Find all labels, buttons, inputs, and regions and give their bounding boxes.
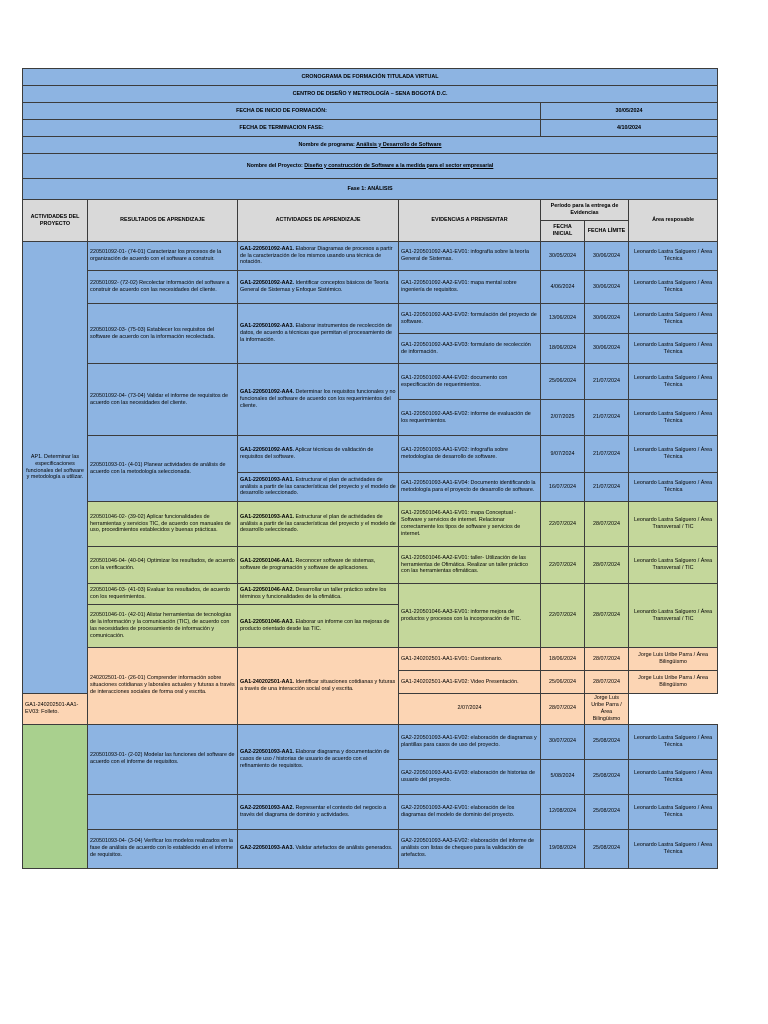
activity-cell xyxy=(238,829,399,868)
area-cell: Leonardo Lastra Salguero / Área Técnica xyxy=(629,304,718,334)
center-row xyxy=(23,86,718,103)
activity-text: Elaborar Diagramas de procesos a partir de la caracterización de los mismos usando una técnica de notación. xyxy=(240,245,393,266)
result-cell: 220501046-01- (42-01) Alistar herramientas de tecnologías de la información y la comunicación (TIC), de acuerdo con las necesidades de procesamiento de información y comunicación. xyxy=(88,605,238,648)
start-date-cell: 19/08/2024 xyxy=(541,829,585,868)
program-row xyxy=(23,137,718,154)
result-cell: 220501093-04- (3-04) Verificar los modelos realizados en la fase de análisis de acuerdo con lo establecido en el informe de requisitos. xyxy=(88,829,238,868)
area-cell: Leonardo Lastra Salguero / Área Técnica xyxy=(629,334,718,364)
activity-text: Elaborar instrumentos de recolección de datos, de acuerdo a técnicas que permitan el procesamiento de la información. xyxy=(240,323,392,343)
activity-code: GA1-220501046-AA3. xyxy=(240,619,294,626)
evidence-cell: GA2-220501093-AA2-EV01: elaboración de los diagramas del modelo de dominio del proyecto. xyxy=(399,794,541,829)
activity-text: Estructurar el plan de actividades de análisis a partir de las características del proyecto y el modelo de desarrollo seleccionado. xyxy=(240,513,396,534)
col-learning-activities: ACTIVIDADES DE APRENDIZAJE xyxy=(238,200,399,242)
column-header-row xyxy=(23,200,718,221)
table-row xyxy=(23,502,718,547)
end-date-cell: 25/08/2024 xyxy=(585,829,629,868)
project-name xyxy=(23,154,718,179)
evidence-cell: GA1-220501092-AA5-EV02: informe de evaluación de los requerimientos. xyxy=(399,400,541,436)
activity-cell xyxy=(238,724,399,794)
project-label: Nombre del Proyecto: xyxy=(246,162,305,169)
activity-text: Identificar conceptos básicos de Teoría General de Sistemas y Enfoque Sistémico. xyxy=(240,280,389,293)
start-date-cell: 13/06/2024 xyxy=(541,304,585,334)
start-date-cell: 30/07/2024 xyxy=(541,724,585,759)
activity-code: GA1-220501046-AA2. xyxy=(240,587,294,594)
evidence-cell: GA1-220501093-AA1-EV02: infografía sobre metodologías de desarrollo de software. xyxy=(399,436,541,473)
end-date-cell: 30/06/2024 xyxy=(585,304,629,334)
title-row xyxy=(23,69,718,86)
evidence-cell: GA1-240202501-AA1-EV02: Video Presentación. xyxy=(399,671,541,694)
start-date-cell: 18/06/2024 xyxy=(541,648,585,671)
area-cell: Leonardo Lastra Salguero / Área Transversal / TIC xyxy=(629,584,718,648)
activity-text: Validar artefactos de análisis generados. xyxy=(293,845,393,852)
activity-cell xyxy=(238,794,399,829)
end-date-cell: 25/08/2024 xyxy=(585,794,629,829)
project-row xyxy=(23,154,718,179)
col-end-date: FECHA LÍMITE xyxy=(585,221,629,242)
evidence-cell: GA2-220501093-AA1-EV02: elaboración de diagramas y plantillas para casos de uso del proyecto. xyxy=(399,724,541,759)
activity-text: Elaborar diagrama y documentación de casos de uso / historias de usuario de acuerdo con el refinamiento de requisitos. xyxy=(240,748,390,769)
area-cell: Leonardo Lastra Salguero / Área Técnica xyxy=(629,829,718,868)
result-cell: 240202501-01- (26-01) Comprender información sobre situaciones cotidianas y laborales actuales y futuras a través de interacciones sociales de forma oral y escrita. xyxy=(88,648,238,725)
evidence-cell: GA2-220501093-AA3-EV02: elaboración del informe de análisis con listas de chequeo para la validación de artefactos. xyxy=(399,829,541,868)
table-row xyxy=(23,436,718,473)
col-area: Área resposable xyxy=(629,200,718,242)
activity-code: GA1-240202501-AA1. xyxy=(240,678,294,685)
end-date-cell: 28/07/2024 xyxy=(585,502,629,547)
result-cell: 220501092-03- (75-03) Establecer los requisitos del software de acuerdo con la información recolectada. xyxy=(88,304,238,364)
result-cell xyxy=(88,794,238,829)
evidence-cell: GA1-220501092-AA4-EV02: documento con especificación de requerimientos. xyxy=(399,364,541,400)
start-date-cell: 18/06/2024 xyxy=(541,334,585,364)
end-date-cell: 30/06/2024 xyxy=(585,334,629,364)
program-value: Análisis y Desarrollo de Software xyxy=(356,141,442,148)
activity-text: Identificar situaciones cotidianas y futuras a través de una interacción social oral y escrita. xyxy=(240,678,396,692)
end-date-cell: 30/06/2024 xyxy=(585,242,629,271)
start-date-cell: 16/07/2024 xyxy=(541,473,585,502)
evidence-cell: GA1-220501046-AA1-EV01: mapa Conceptual - Software y servicios de internet. Relacionar correctamente los tipos de software y servicios de internet. xyxy=(399,502,541,547)
activity-text: Elaborar un informe con las mejoras de producto orientado desde las TIC. xyxy=(240,619,390,632)
table-row xyxy=(23,794,718,829)
col-period: Período para la entrega de Evidencias xyxy=(541,200,629,221)
activity-code: GA1-220501092-AA5. xyxy=(240,447,294,454)
activity-code: GA1-220501093-AA1. xyxy=(240,513,294,520)
evidence-cell: GA1-220501092-AA3-EV02: formulación del proyecto de software. xyxy=(399,304,541,334)
start-date-cell: 25/06/2024 xyxy=(541,671,585,694)
area-cell: Jorge Luis Uribe Parra / Área Bilingüismo xyxy=(629,648,718,671)
table-row xyxy=(23,648,718,671)
result-cell: 220501092-01- (74-01) Caracterizar los procesos de la organización de acuerdo con el software a construir. xyxy=(88,242,238,271)
activity-code: GA1-220501092-AA3. xyxy=(240,323,294,330)
evidence-cell: GA1-240202501-AA1-EV03: Folleto. xyxy=(23,694,88,725)
start-date-cell: 2/07/2024 xyxy=(399,694,541,725)
end-date-row xyxy=(23,120,718,137)
start-date-row xyxy=(23,103,718,120)
end-date-cell: 21/07/2024 xyxy=(585,473,629,502)
area-cell: Leonardo Lastra Salguero / Área Técnica xyxy=(629,473,718,502)
result-cell: 220501093-01- (2-02) Modelar las funciones del software de acuerdo con el informe de requisitos. xyxy=(88,724,238,794)
start-date-cell: 22/07/2024 xyxy=(541,547,585,584)
activity-text: Aplicar técnicas de validación de requisitos del software. xyxy=(240,447,374,460)
evidence-cell: GA2-220501093-AA1-EV03: elaboración de historias de usuario del proyecto. xyxy=(399,759,541,794)
evidence-cell: GA1-220501092-AA1-EV01: infografía sobre la teoría General de Sistemas. xyxy=(399,242,541,271)
table-row xyxy=(23,364,718,400)
area-cell: Leonardo Lastra Salguero / Área Técnica xyxy=(629,400,718,436)
activity-text: Representar el contexto del negocio a través del diagrama de dominio y actividades. xyxy=(240,804,387,818)
start-date-cell: 22/07/2024 xyxy=(541,502,585,547)
program-label: Nombre de programa: xyxy=(298,141,357,148)
evidence-cell: GA1-220501046-AA2-EV01: taller- Utilización de las herramientas de Ofimática. Realizar un taller práctico con las herramientas ofimáticas. xyxy=(399,547,541,584)
center-name: CENTRO DE DISEÑO Y METROLOGÍA – SENA BOGOTÁ D.C. xyxy=(23,86,718,103)
col-evidences: EVIDENCIAS A PRENSENTAR xyxy=(399,200,541,242)
evidence-cell: GA1-220501092-AA3-EV03: formulario de recolección de información. xyxy=(399,334,541,364)
table-row xyxy=(23,724,718,759)
table-row xyxy=(23,304,718,334)
phase-title: Fase 1: ANÁLISIS xyxy=(23,179,718,200)
end-date-cell: 28/07/2024 xyxy=(585,547,629,584)
activity-text: Estructurar el plan de actividades de análisis a partir de las características del proyecto y el modelo de desarrollo seleccionado. xyxy=(240,476,396,497)
col-activities-project: ACTIVIDADES DEL PROYECTO xyxy=(23,200,88,242)
area-cell: Jorge Luis Uribe Parra / Área Bilingüismo xyxy=(629,671,718,694)
end-date-label: FECHA DE TERMINACION FASE: xyxy=(23,120,541,137)
start-date-cell: 22/07/2024 xyxy=(541,584,585,648)
end-date-cell: 21/07/2024 xyxy=(585,400,629,436)
activity-cell xyxy=(238,271,399,304)
activity-cell xyxy=(238,436,399,473)
start-date-value: 30/05/2024 xyxy=(541,103,718,120)
page-title: CRONOGRAMA DE FORMACIÓN TITULADA VIRTUAL xyxy=(23,69,718,86)
start-date-label: FECHA DE INICIO DE FORMACIÓN: xyxy=(23,103,541,120)
activity-code: GA2-220501093-AA2. xyxy=(240,804,294,811)
col-start-date: FECHA INICIAL xyxy=(541,221,585,242)
start-date-cell: 25/06/2024 xyxy=(541,364,585,400)
table-row xyxy=(23,271,718,304)
result-cell: 220501092-04- (73-04) Validar el informe de requisitos de acuerdo con las necesidades del cliente. xyxy=(88,364,238,436)
evidence-cell: GA1-220501093-AA1-EV04: Documento identificando la metodología para el proyecto de desarrollo de software. xyxy=(399,473,541,502)
activity-cell xyxy=(238,502,399,547)
project-activity-ap2 xyxy=(23,724,88,868)
activity-code: GA2-220501093-AA1. xyxy=(240,748,294,755)
end-date-cell: 25/08/2024 xyxy=(585,759,629,794)
table-row xyxy=(23,547,718,584)
table-row xyxy=(23,584,718,605)
area-cell: Leonardo Lastra Salguero / Área Técnica xyxy=(629,364,718,400)
end-date-cell: 30/06/2024 xyxy=(585,271,629,304)
start-date-cell: 2/07/2025 xyxy=(541,400,585,436)
schedule-table xyxy=(22,68,718,869)
activity-cell xyxy=(238,364,399,436)
end-date-cell: 21/07/2024 xyxy=(585,436,629,473)
col-results: RESULTADOS DE APRENDIZAJE xyxy=(88,200,238,242)
table-row xyxy=(23,829,718,868)
evidence-cell: GA1-220501092-AA2-EV01: mapa mental sobre ingeniería de requisitos. xyxy=(399,271,541,304)
activity-code: GA2-220501093-AA3. xyxy=(240,845,294,852)
activity-cell xyxy=(238,584,399,605)
activity-cell xyxy=(238,547,399,584)
result-cell: 220501046-03- (41-03) Evaluar los resultados, de acuerdo con los requerimientos. xyxy=(88,584,238,605)
activity-cell xyxy=(238,605,399,648)
area-cell: Leonardo Lastra Salguero / Área Técnica xyxy=(629,759,718,794)
activity-cell xyxy=(238,648,399,725)
result-cell: 220501093-01- (4-01) Planear actividades de análisis de acuerdo con la metodología seleccionada. xyxy=(88,436,238,502)
activity-text: Reconocer software de sistemas, software de programación y software de aplicaciones. xyxy=(240,558,376,571)
activity-code: GA1-220501092-AA1. xyxy=(240,245,294,252)
end-date-cell: 28/07/2024 xyxy=(585,648,629,671)
activity-code: GA1-220501092-AA4. xyxy=(240,389,294,396)
area-cell: Leonardo Lastra Salguero / Área Transversal / TIC xyxy=(629,502,718,547)
start-date-cell: 5/08/2024 xyxy=(541,759,585,794)
result-cell: 220501092- (72-02) Recolectar información del software a construir de acuerdo con las necesidades del cliente. xyxy=(88,271,238,304)
evidence-cell: GA1-220501046-AA3-EV01: informe mejora de productos y procesos con la incorporación de TIC. xyxy=(399,584,541,648)
activity-code: GA1-220501093-AA1. xyxy=(240,476,294,483)
end-date-cell: 21/07/2024 xyxy=(585,364,629,400)
area-cell: Leonardo Lastra Salguero / Área Técnica xyxy=(629,271,718,304)
area-cell: Leonardo Lastra Salguero / Área Transversal / TIC xyxy=(629,547,718,584)
end-date-cell: 25/08/2024 xyxy=(585,724,629,759)
area-cell: Jorge Luis Uribe Parra / Área Bilingüismo xyxy=(585,694,629,725)
table-row xyxy=(23,242,718,271)
activity-text: Desarrollar un taller práctico sobre los términos y funcionalidades de la ofimática. xyxy=(240,587,387,600)
start-date-cell: 12/08/2024 xyxy=(541,794,585,829)
area-cell: Leonardo Lastra Salguero / Área Técnica xyxy=(629,436,718,473)
area-cell: Leonardo Lastra Salguero / Área Técnica xyxy=(629,242,718,271)
activity-cell xyxy=(238,242,399,271)
end-date-cell: 28/07/2024 xyxy=(585,671,629,694)
end-date-cell: 28/07/2024 xyxy=(541,694,585,725)
end-date-value: 4/10/2024 xyxy=(541,120,718,137)
evidence-cell: GA1-240202501-AA1-EV01: Cuestionario. xyxy=(399,648,541,671)
area-cell: Leonardo Lastra Salguero / Área Técnica xyxy=(629,724,718,759)
start-date-cell: 9/07/2024 xyxy=(541,436,585,473)
start-date-cell: 30/05/2024 xyxy=(541,242,585,271)
area-cell: Leonardo Lastra Salguero / Área Técnica xyxy=(629,794,718,829)
activity-cell xyxy=(238,473,399,502)
activity-code: GA1-220501046-AA1. xyxy=(240,558,294,565)
end-date-cell: 28/07/2024 xyxy=(585,584,629,648)
project-activity-ap1: AP1. Determinar las especificaciones funcionales del software y metodología a utilizar. xyxy=(23,242,88,694)
result-cell: 220501046-04- (40-04) Optimizar los resultados, de acuerdo con la verificación. xyxy=(88,547,238,584)
program-name xyxy=(23,137,718,154)
activity-cell xyxy=(238,304,399,364)
activity-code: GA1-220501092-AA2. xyxy=(240,280,294,287)
activity-text: Determinar los requisitos funcionales y no funcionales del software de acuerdo con los requerimientos del cliente. xyxy=(240,389,396,409)
result-cell: 220501046-02- (39-02) Aplicar funcionalidades de herramientas y servicios TIC, de acuerdo con manuales de uso, procedimientos establecidos y buenas prácticas. xyxy=(88,502,238,547)
start-date-cell: 4/06/2024 xyxy=(541,271,585,304)
project-value: Diseño y construcción de Software a la medida para el sector empresarial xyxy=(304,162,494,169)
phase-row xyxy=(23,179,718,200)
